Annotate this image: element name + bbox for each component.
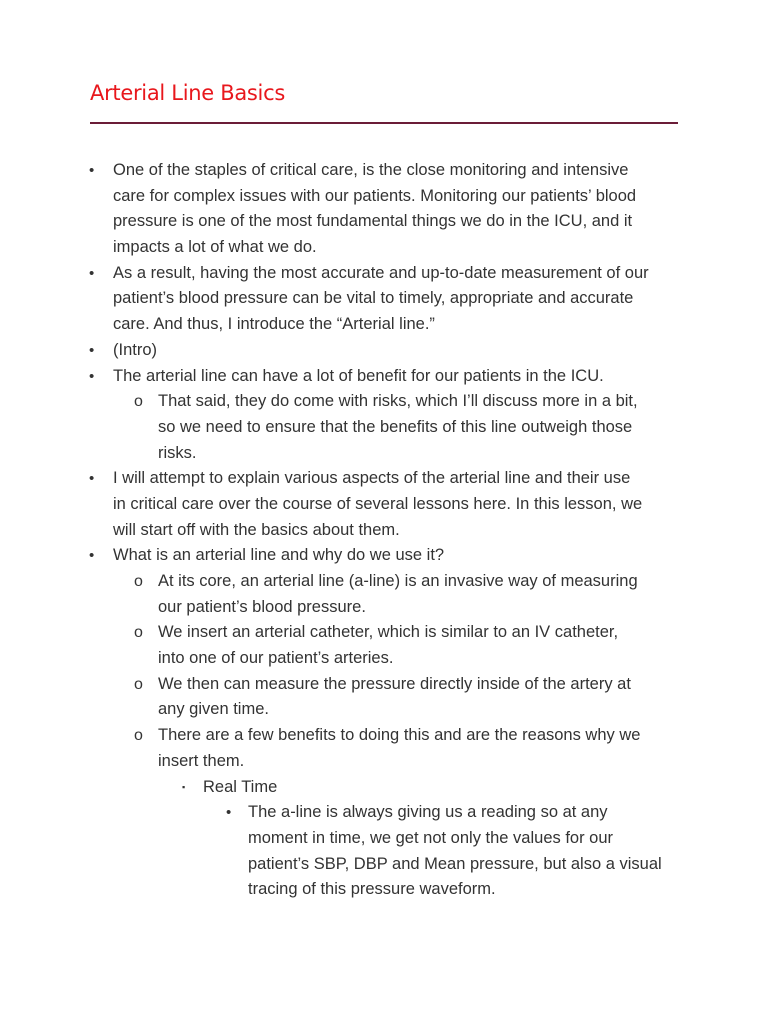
list-item-text: One of the staples of critical care, is the close monitoring and intensive xyxy=(113,161,629,179)
list-item-text: There are a few benefits to doing this and are the reasons why we xyxy=(158,726,641,745)
bullet-marker: • xyxy=(226,804,232,822)
list-item-line xyxy=(0,364,768,390)
list-item-line xyxy=(0,595,768,621)
list-item-line xyxy=(0,672,768,698)
list-item-line xyxy=(0,697,768,723)
list-item-line xyxy=(0,158,768,184)
list-item-line xyxy=(0,620,768,646)
bullet-marker: o xyxy=(134,624,143,642)
list-item-line xyxy=(0,415,768,441)
list-item xyxy=(0,466,768,543)
list-item-line xyxy=(0,338,768,364)
list-item-line xyxy=(0,184,768,210)
list-item-line xyxy=(0,312,768,338)
list-item-text: in critical care over the course of several lessons here. In this lesson, we xyxy=(113,494,643,513)
list-item-line xyxy=(0,543,768,569)
bullet-marker: • xyxy=(89,470,95,488)
list-item xyxy=(0,723,768,774)
list-item-text: The a-line is always giving us a reading so at any xyxy=(248,803,608,822)
list-item-line xyxy=(0,800,768,826)
list-item-text: risks. xyxy=(158,443,197,462)
list-item-line xyxy=(0,877,768,903)
list-item xyxy=(0,364,768,390)
list-item-text: (Intro) xyxy=(113,340,158,359)
list-item-text: impacts a lot of what we do. xyxy=(113,238,317,257)
list-item xyxy=(0,620,768,671)
bullet-marker: ▪ xyxy=(182,781,186,792)
list-item-line xyxy=(0,235,768,261)
list-item-text: insert them. xyxy=(158,751,245,770)
list-item-text: That said, they do come with risks, which I’ll discuss more in a bit, xyxy=(158,392,638,411)
list-item xyxy=(0,800,768,903)
bullet-marker: o xyxy=(134,573,143,590)
list-item xyxy=(0,338,768,364)
list-item-text: patient’s SBP, DBP and Mean pressure, but also a visual xyxy=(248,854,662,873)
list-item-text: As a result, having the most accurate and up-to-date measurement of our xyxy=(113,263,649,282)
list-item-text: our patient’s blood pressure. xyxy=(158,597,366,616)
list-item-text: I will attempt to explain various aspects of the arterial line and their use xyxy=(113,469,631,488)
bullet-list xyxy=(0,158,768,903)
bullet-marker: o xyxy=(134,675,143,693)
list-item xyxy=(0,261,768,338)
list-item-line xyxy=(0,852,768,878)
list-item-line xyxy=(0,261,768,287)
bullet-marker: • xyxy=(89,341,95,359)
list-item-line xyxy=(0,466,768,492)
list-item-text: We insert an arterial catheter, which is similar to an IV catheter, xyxy=(158,623,619,642)
list-item-text: into one of our patient’s arteries. xyxy=(158,649,394,668)
list-item-text: care for complex issues with our patients. Monitoring our patients’ blood xyxy=(113,186,637,205)
list-item-text: so we need to ensure that the benefits of this line outweigh those xyxy=(158,417,633,436)
list-item-text: At its core, an arterial line (a-line) is an invasive way of measuring xyxy=(158,572,638,590)
list-item-line xyxy=(0,569,768,595)
bullet-marker: • xyxy=(89,367,95,385)
bullet-marker: • xyxy=(89,162,95,179)
list-item-text: moment in time, we get not only the values for our xyxy=(248,828,614,847)
list-item-line xyxy=(0,723,768,749)
list-item-text: care. And thus, I introduce the “Arterial line.” xyxy=(113,315,435,334)
page-title: Arterial Line Basics xyxy=(90,81,285,105)
list-item-text: The arterial line can have a lot of benefit for our patients in the ICU. xyxy=(113,366,604,385)
list-item-text: We then can measure the pressure directly inside of the artery at xyxy=(158,674,631,693)
list-item-line xyxy=(0,209,768,235)
list-item-text: pressure is one of the most fundamental things we do in the ICU, and it xyxy=(113,212,633,231)
list-item-text: Real Time xyxy=(203,777,278,796)
list-item xyxy=(0,543,768,569)
list-item-line xyxy=(0,646,768,672)
list-item-line xyxy=(0,286,768,312)
bullet-marker: o xyxy=(134,393,143,411)
list-item-text: What is an arterial line and why do we use it? xyxy=(113,546,445,565)
list-item-line xyxy=(0,492,768,518)
list-item-line xyxy=(0,775,768,801)
bullet-marker: • xyxy=(89,547,95,565)
list-item xyxy=(0,672,768,723)
bullet-marker: o xyxy=(134,727,143,745)
list-item xyxy=(0,389,768,466)
list-item-text: will start off with the basics about them. xyxy=(113,520,400,539)
list-item-text: tracing of this pressure waveform. xyxy=(248,880,496,899)
bullet-marker: • xyxy=(89,264,95,282)
list-item xyxy=(0,775,768,801)
list-item-line xyxy=(0,441,768,467)
list-item xyxy=(0,158,768,261)
list-item-text: any given time. xyxy=(158,700,269,719)
list-item-line xyxy=(0,518,768,544)
list-item-line xyxy=(0,749,768,775)
list-item-line xyxy=(0,826,768,852)
list-item xyxy=(0,569,768,620)
list-item-line xyxy=(0,389,768,415)
list-item-text: patient’s blood pressure can be vital to timely, appropriate and accurate xyxy=(113,289,634,308)
title-divider xyxy=(90,122,678,124)
